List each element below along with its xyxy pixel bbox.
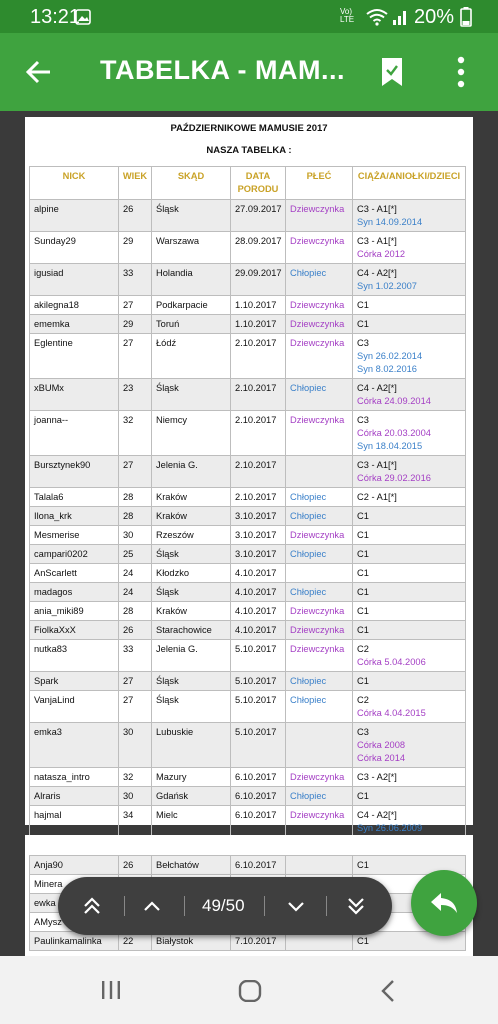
due-date-cell: 2.10.2017	[231, 411, 286, 456]
table-row	[30, 232, 466, 264]
location-cell: Bełchatów	[152, 856, 231, 875]
child-entry: C3	[357, 727, 369, 737]
child-entry: C3 - A1[*]	[357, 236, 397, 246]
child-entry: Syn 26.06.2009	[357, 823, 423, 833]
age-cell: 26	[119, 856, 152, 875]
table-row	[30, 787, 466, 806]
due-date-cell: 5.10.2017	[231, 640, 286, 672]
location-cell: Jelenia G.	[152, 640, 231, 672]
table-row	[30, 723, 466, 768]
child-entry: C3 - A1[*]	[357, 204, 397, 214]
system-nav-bar	[0, 956, 498, 1024]
child-entry: Córka 20.03.2004	[357, 428, 431, 438]
child-entry: C1	[357, 568, 369, 578]
location-cell: Mielc	[152, 806, 231, 838]
nick-cell: xBUMx	[30, 379, 119, 411]
age-cell: 30	[119, 723, 152, 768]
gender-cell: Dziewczynka	[286, 232, 353, 264]
nick-cell: Ilona_krk	[30, 507, 119, 526]
children-cell	[353, 564, 466, 583]
children-cell	[353, 806, 466, 838]
children-cell	[353, 691, 466, 723]
due-date-cell: 4.10.2017	[231, 564, 286, 583]
children-cell	[353, 768, 466, 787]
location-cell: Mazury	[152, 768, 231, 787]
location-cell: Śląsk	[152, 583, 231, 602]
page-navigator	[58, 877, 392, 935]
due-date-cell: 27.09.2017	[231, 200, 286, 232]
age-cell: 26	[119, 200, 152, 232]
child-entry: C2	[357, 644, 369, 654]
pdf-viewer[interactable]	[0, 111, 498, 956]
table-row	[30, 856, 466, 875]
age-cell: 25	[119, 545, 152, 564]
nick-cell: joanna--	[30, 411, 119, 456]
due-date-cell: 7.10.2017	[231, 932, 286, 951]
child-entry: C3	[357, 415, 369, 425]
location-cell: Toruń	[152, 315, 231, 334]
child-entry: Córka 24.09.2014	[357, 396, 431, 406]
due-date-cell: 6.10.2017	[231, 806, 286, 838]
children-cell	[353, 526, 466, 545]
location-cell: Kłodzko	[152, 564, 231, 583]
status-time: 13:21	[30, 6, 81, 28]
gender-cell: Chłopiec	[286, 545, 353, 564]
child-entry: Syn 14.09.2014	[357, 217, 423, 227]
due-date-cell: 2.10.2017	[231, 379, 286, 411]
child-entry: C1	[357, 676, 369, 686]
location-cell: Śląsk	[152, 691, 231, 723]
table-row	[30, 672, 466, 691]
due-date-cell: 6.10.2017	[231, 787, 286, 806]
divider	[326, 896, 327, 916]
due-date-cell: 2.10.2017	[231, 488, 286, 507]
due-date-cell: 1.10.2017	[231, 296, 286, 315]
column-header: NICK	[30, 167, 119, 200]
due-date-cell: 2.10.2017	[231, 456, 286, 488]
due-date-cell: 29.09.2017	[231, 264, 286, 296]
child-entry: C1	[357, 860, 369, 870]
age-cell: 30	[119, 526, 152, 545]
child-entry: C1	[357, 300, 369, 310]
location-cell: Śląsk	[152, 379, 231, 411]
gender-cell: Dziewczynka	[286, 334, 353, 379]
location-cell: Jelenia G.	[152, 456, 231, 488]
divider	[124, 896, 125, 916]
age-cell: 26	[119, 621, 152, 640]
location-cell: Starachowice	[152, 621, 231, 640]
table-row	[30, 545, 466, 564]
divider	[264, 896, 265, 916]
child-entry: Córka 4.04.2015	[357, 708, 426, 718]
location-cell: Śląsk	[152, 545, 231, 564]
table-row	[30, 691, 466, 723]
child-entry: C1	[357, 530, 369, 540]
table-row	[30, 456, 466, 488]
due-date-cell: 3.10.2017	[231, 545, 286, 564]
age-cell: 23	[119, 379, 152, 411]
children-cell	[353, 264, 466, 296]
location-cell: Niemcy	[152, 411, 231, 456]
gender-cell	[286, 456, 353, 488]
children-cell	[353, 787, 466, 806]
location-cell: Holandia	[152, 264, 231, 296]
table-row	[30, 806, 466, 838]
due-date-cell: 4.10.2017	[231, 583, 286, 602]
table-row	[30, 564, 466, 583]
nick-cell: AMysz	[30, 913, 119, 932]
nick-cell: Sunday29	[30, 232, 119, 264]
child-entry: C1	[357, 936, 369, 946]
gender-cell: Dziewczynka	[286, 296, 353, 315]
nick-cell: madagos	[30, 583, 119, 602]
child-entry: C1	[357, 319, 369, 329]
gender-cell: Chłopiec	[286, 787, 353, 806]
gender-cell: Chłopiec	[286, 672, 353, 691]
column-header: PŁEĆ	[286, 167, 353, 200]
table-row	[30, 526, 466, 545]
due-date-cell: 6.10.2017	[231, 768, 286, 787]
age-cell: 22	[119, 932, 152, 951]
table-row	[30, 264, 466, 296]
nick-cell: Mesmerise	[30, 526, 119, 545]
recent-apps-icon[interactable]	[100, 980, 122, 1005]
children-cell	[353, 296, 466, 315]
due-date-cell: 28.09.2017	[231, 232, 286, 264]
table-row	[30, 334, 466, 379]
children-cell	[353, 672, 466, 691]
children-cell	[353, 640, 466, 672]
child-entry: Córka 2014	[357, 753, 406, 763]
next-page-icon[interactable]	[284, 894, 308, 918]
gender-cell: Chłopiec	[286, 488, 353, 507]
reply-button[interactable]	[411, 870, 477, 936]
nick-cell: Spark	[30, 672, 119, 691]
child-entry: C3	[357, 338, 369, 348]
children-cell	[353, 334, 466, 379]
age-cell: 27	[119, 456, 152, 488]
pdf-page	[25, 117, 473, 833]
children-cell	[353, 411, 466, 456]
gender-cell: Dziewczynka	[286, 526, 353, 545]
due-date-cell: 1.10.2017	[231, 315, 286, 334]
nick-cell: akilegna18	[30, 296, 119, 315]
battery-percent: 20%	[414, 6, 455, 28]
signal-icon	[392, 8, 408, 31]
gender-cell: Chłopiec	[286, 264, 353, 296]
age-cell: 33	[119, 640, 152, 672]
gender-cell: Dziewczynka	[286, 768, 353, 787]
due-date-cell: 6.10.2017	[231, 856, 286, 875]
child-entry: C2	[357, 695, 369, 705]
child-entry: C3 - A2[*]	[357, 772, 397, 782]
nick-cell: igusiad	[30, 264, 119, 296]
child-entry: C2 - A1[*]	[357, 492, 397, 502]
document-heading: PAŹDZIERNIKOWE MAMUSIE 2017	[170, 123, 328, 134]
due-date-cell: 4.10.2017	[231, 602, 286, 621]
child-entry: Syn 1.02.2007	[357, 281, 417, 291]
location-cell: Łódź	[152, 334, 231, 379]
location-cell: Kraków	[152, 488, 231, 507]
age-cell: 29	[119, 315, 152, 334]
age-cell: 27	[119, 296, 152, 315]
column-header: CIĄŻA/ANIOŁKI/DZIECI	[353, 167, 466, 200]
table-row	[30, 583, 466, 602]
children-cell	[353, 456, 466, 488]
previous-page-icon[interactable]	[140, 894, 164, 918]
table-row	[30, 768, 466, 787]
child-entry: C4 - A2[*]	[357, 810, 397, 820]
first-page-icon[interactable]	[80, 894, 104, 918]
age-cell: 27	[119, 672, 152, 691]
age-cell: 30	[119, 787, 152, 806]
nick-cell: Eglentine	[30, 334, 119, 379]
age-cell: 29	[119, 232, 152, 264]
child-entry: C4 - A2[*]	[357, 383, 397, 393]
table-row	[30, 621, 466, 640]
age-cell: 33	[119, 264, 152, 296]
column-header: DATA PORODU	[231, 167, 286, 200]
child-entry: C3 - A1[*]	[357, 460, 397, 470]
child-entry: C1	[357, 606, 369, 616]
age-cell: 27	[119, 691, 152, 723]
back-arrow-icon[interactable]	[24, 57, 54, 87]
image-notification-icon	[74, 8, 92, 31]
wifi-icon	[366, 8, 388, 31]
nick-cell: Minera	[30, 875, 119, 894]
nick-cell: Bursztynek90	[30, 456, 119, 488]
children-cell	[353, 379, 466, 411]
volte-icon: Vo) LTE	[340, 7, 355, 24]
age-cell: 28	[119, 488, 152, 507]
gender-cell	[286, 723, 353, 768]
nick-cell: FiolkaXxX	[30, 621, 119, 640]
location-cell: Podkarpacie	[152, 296, 231, 315]
children-cell	[353, 583, 466, 602]
gender-cell: Dziewczynka	[286, 621, 353, 640]
location-cell: Kraków	[152, 602, 231, 621]
child-entry: C1	[357, 549, 369, 559]
gender-cell	[286, 856, 353, 875]
column-header: SKĄD	[152, 167, 231, 200]
child-entry: C1	[357, 791, 369, 801]
child-entry: Syn 26.02.2014	[357, 351, 423, 361]
child-entry: Syn 8.02.2016	[357, 364, 417, 374]
nick-cell: Anja90	[30, 856, 119, 875]
table-row	[30, 296, 466, 315]
gender-cell: Dziewczynka	[286, 200, 353, 232]
reply-icon	[430, 891, 458, 915]
table-row	[30, 379, 466, 411]
due-date-cell: 3.10.2017	[231, 507, 286, 526]
gender-cell: Chłopiec	[286, 507, 353, 526]
bookmark-icon[interactable]	[381, 57, 403, 87]
table-row	[30, 411, 466, 456]
child-entry: Córka 2008	[357, 740, 406, 750]
app-toolbar	[0, 33, 498, 111]
age-cell: 24	[119, 583, 152, 602]
children-cell	[353, 200, 466, 232]
child-entry: Córka 29.02.2016	[357, 473, 431, 483]
location-cell: Gdańsk	[152, 787, 231, 806]
due-date-cell: 5.10.2017	[231, 723, 286, 768]
column-header: WIEK	[119, 167, 152, 200]
children-cell	[353, 621, 466, 640]
child-entry: C1	[357, 511, 369, 521]
location-cell: Rzeszów	[152, 526, 231, 545]
children-cell	[353, 602, 466, 621]
child-entry: C4 - A2[*]	[357, 268, 397, 278]
location-cell: Warszawa	[152, 232, 231, 264]
nick-cell: Alraris	[30, 787, 119, 806]
age-cell: 34	[119, 806, 152, 838]
page-counter: 49/50	[202, 896, 245, 915]
gender-cell: Dziewczynka	[286, 640, 353, 672]
table-row	[30, 488, 466, 507]
nick-cell: ania_miki89	[30, 602, 119, 621]
location-cell: Śląsk	[152, 200, 231, 232]
nick-cell: Paulinkamalinka	[30, 932, 119, 951]
gender-cell: Chłopiec	[286, 583, 353, 602]
nick-cell: AnScarlett	[30, 564, 119, 583]
children-cell	[353, 488, 466, 507]
nick-cell: natasza_intro	[30, 768, 119, 787]
nick-cell: ewka	[30, 894, 119, 913]
divider	[184, 896, 185, 916]
children-cell	[353, 315, 466, 334]
gender-cell: Dziewczynka	[286, 411, 353, 456]
child-entry: Córka 5.04.2006	[357, 657, 426, 667]
age-cell: 28	[119, 507, 152, 526]
child-entry: C1	[357, 625, 369, 635]
gender-cell: Dziewczynka	[286, 315, 353, 334]
age-cell: 32	[119, 411, 152, 456]
nick-cell: campari0202	[30, 545, 119, 564]
nick-cell: VanjaLind	[30, 691, 119, 723]
mothers-table	[29, 166, 466, 838]
gender-cell: Chłopiec	[286, 379, 353, 411]
age-cell: 24	[119, 564, 152, 583]
age-cell: 28	[119, 602, 152, 621]
table-header-row	[30, 167, 466, 200]
age-cell: 32	[119, 768, 152, 787]
gender-cell	[286, 564, 353, 583]
child-entry: Córka 2012	[357, 249, 406, 259]
home-icon[interactable]	[238, 980, 262, 1007]
children-cell	[353, 723, 466, 768]
table-row	[30, 640, 466, 672]
nick-cell: nutka83	[30, 640, 119, 672]
document-subheading: NASZA TABELKA :	[206, 145, 292, 156]
children-cell	[353, 545, 466, 564]
location-cell: Kraków	[152, 507, 231, 526]
table-row	[30, 602, 466, 621]
status-bar	[0, 0, 498, 33]
gender-cell: Dziewczynka	[286, 602, 353, 621]
due-date-cell: 2.10.2017	[231, 334, 286, 379]
nick-cell: ememka	[30, 315, 119, 334]
child-entry: C1	[357, 587, 369, 597]
children-cell	[353, 232, 466, 264]
battery-icon	[460, 7, 472, 32]
gender-cell: Dziewczynka	[286, 806, 353, 838]
gender-cell: Chłopiec	[286, 691, 353, 723]
document-title: TABELKA - MAM...	[100, 55, 345, 85]
table-row	[30, 507, 466, 526]
age-cell: 27	[119, 334, 152, 379]
location-cell: Białystok	[152, 932, 231, 951]
due-date-cell: 3.10.2017	[231, 526, 286, 545]
nick-cell: emka3	[30, 723, 119, 768]
more-options-icon[interactable]	[450, 55, 472, 89]
table-row	[30, 315, 466, 334]
nick-cell: alpine	[30, 200, 119, 232]
location-cell: Lubuskie	[152, 723, 231, 768]
last-page-icon[interactable]	[344, 894, 368, 918]
location-cell: Śląsk	[152, 672, 231, 691]
nick-cell: hajmal	[30, 806, 119, 838]
nav-back-icon[interactable]	[380, 980, 396, 1007]
due-date-cell: 5.10.2017	[231, 672, 286, 691]
table-row	[30, 200, 466, 232]
nick-cell: Talala6	[30, 488, 119, 507]
child-entry: Syn 18.04.2015	[357, 441, 423, 451]
due-date-cell: 5.10.2017	[231, 691, 286, 723]
due-date-cell: 4.10.2017	[231, 621, 286, 640]
children-cell	[353, 507, 466, 526]
